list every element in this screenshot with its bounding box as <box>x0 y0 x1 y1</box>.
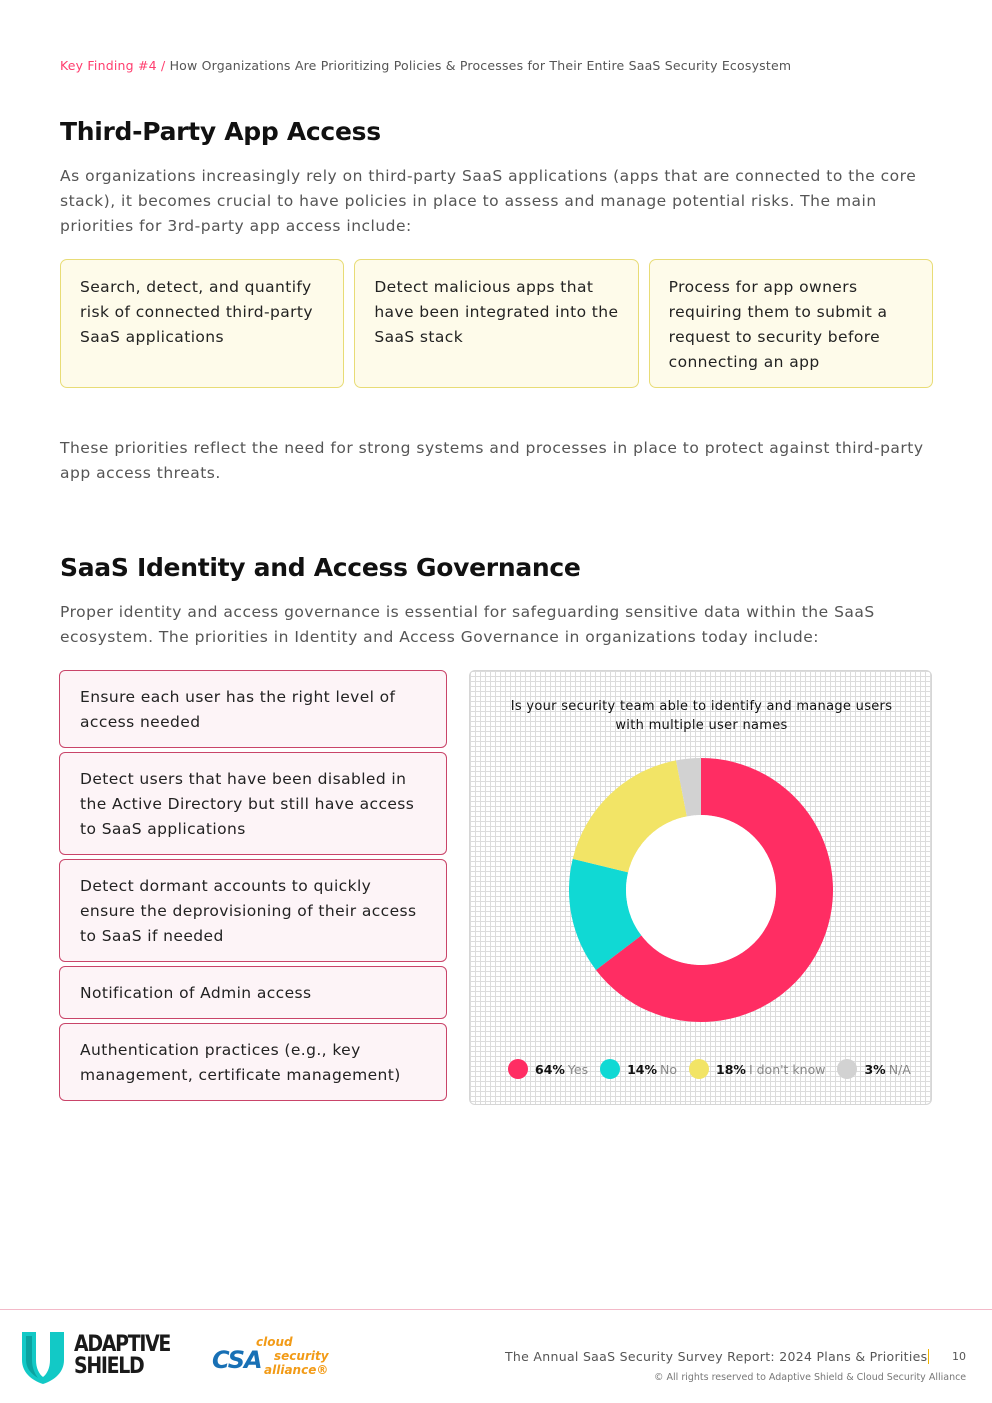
legend-swatch-dont-know <box>689 1059 709 1079</box>
legend-swatch-na <box>837 1059 857 1079</box>
legend-swatch-yes <box>508 1059 528 1079</box>
breadcrumb-key-finding[interactable]: Key Finding #4 <box>60 58 157 73</box>
csa-line: alliance® <box>264 1363 329 1377</box>
csa-line: cloud <box>256 1335 293 1349</box>
adaptive-shield-logo-text <box>74 1334 170 1378</box>
footer-divider <box>0 1309 992 1310</box>
section-heading-identity: SaaS Identity and Access Governance <box>60 553 581 582</box>
priority-card: Search, detect, and quantify risk of connected third-party SaaS applications <box>60 259 344 388</box>
section-intro-third-party: As organizations increasingly rely on third-party SaaS applications (apps that are connected to the core stack), it becomes crucial to have policies in place to assess and manage potential risks. The main priorities for 3rd-party app access include: <box>60 167 917 235</box>
donut-hole <box>626 815 776 965</box>
donut-chart <box>469 670 932 1105</box>
breadcrumb <box>60 58 791 73</box>
legend-swatch-no <box>600 1059 620 1079</box>
legend-label-no: No <box>660 1061 678 1077</box>
csa-logo-wordmark <box>256 1335 329 1377</box>
logo-text-line: SHIELD <box>74 1354 144 1379</box>
third-party-priorities <box>60 259 933 388</box>
priority-card: Process for app owners requiring them to submit a request to security before connecting an app <box>649 259 933 388</box>
footer-separator <box>928 1349 929 1364</box>
donut-chart-svg <box>470 671 932 1105</box>
legend-value-na: 3% <box>864 1061 886 1077</box>
priority-card: Notification of Admin access <box>59 966 447 1019</box>
csa-line: security <box>274 1349 329 1363</box>
priority-card: Detect users that have been disabled in the Active Directory but still have access to SaaS applications <box>59 752 447 855</box>
legend-item-na <box>837 1059 910 1079</box>
legend-item-no <box>600 1059 677 1079</box>
footer-copyright: © All rights reserved to Adaptive Shield & Cloud Security Alliance <box>654 1372 967 1383</box>
section-intro-identity: Proper identity and access governance is essential for safeguarding sensitive data within the SaaS ecosystem. The priorities in Identity and Access Governance in organizations today include: <box>60 603 875 646</box>
chart-legend <box>508 1059 923 1079</box>
chart-title: Is your security team able to identify and manage users with multiple user names <box>510 699 893 733</box>
section-heading-third-party: Third-Party App Access <box>60 117 381 146</box>
priority-card: Ensure each user has the right level of access needed <box>59 670 447 748</box>
footer-report-title: The Annual SaaS Security Survey Report: 2024 Plans & Priorities <box>505 1349 928 1364</box>
page-number: 10 <box>952 1350 966 1363</box>
breadcrumb-separator: / <box>160 58 166 73</box>
legend-label-yes: Yes <box>567 1061 589 1077</box>
identity-priorities <box>59 670 447 1105</box>
legend-label-dont-know: I don't know <box>748 1061 826 1077</box>
priority-card: Detect dormant accounts to quickly ensure the deprovisioning of their access to SaaS if needed <box>59 859 447 962</box>
legend-label-na: N/A <box>888 1061 911 1077</box>
csa-logo-mark: CSA <box>212 1346 262 1374</box>
adaptive-shield-logo-icon <box>20 1330 66 1384</box>
priority-card: Authentication practices (e.g., key management, certificate management) <box>59 1023 447 1101</box>
logo-text-line: ADAPTIVE <box>74 1332 171 1357</box>
legend-item-dont-know <box>689 1059 825 1079</box>
legend-value-dont-know: 18% <box>716 1061 746 1077</box>
priority-card: Detect malicious apps that have been integrated into the SaaS stack <box>354 259 638 388</box>
section-closing-third-party: These priorities reflect the need for strong systems and processes in place to protect against third-party app access threats. <box>60 439 924 482</box>
legend-item-yes <box>508 1059 588 1079</box>
legend-value-no: 14% <box>627 1061 658 1077</box>
breadcrumb-title: How Organizations Are Prioritizing Policies & Processes for Their Entire SaaS Security Ecosystem <box>169 58 792 73</box>
legend-value-yes: 64% <box>535 1061 565 1077</box>
